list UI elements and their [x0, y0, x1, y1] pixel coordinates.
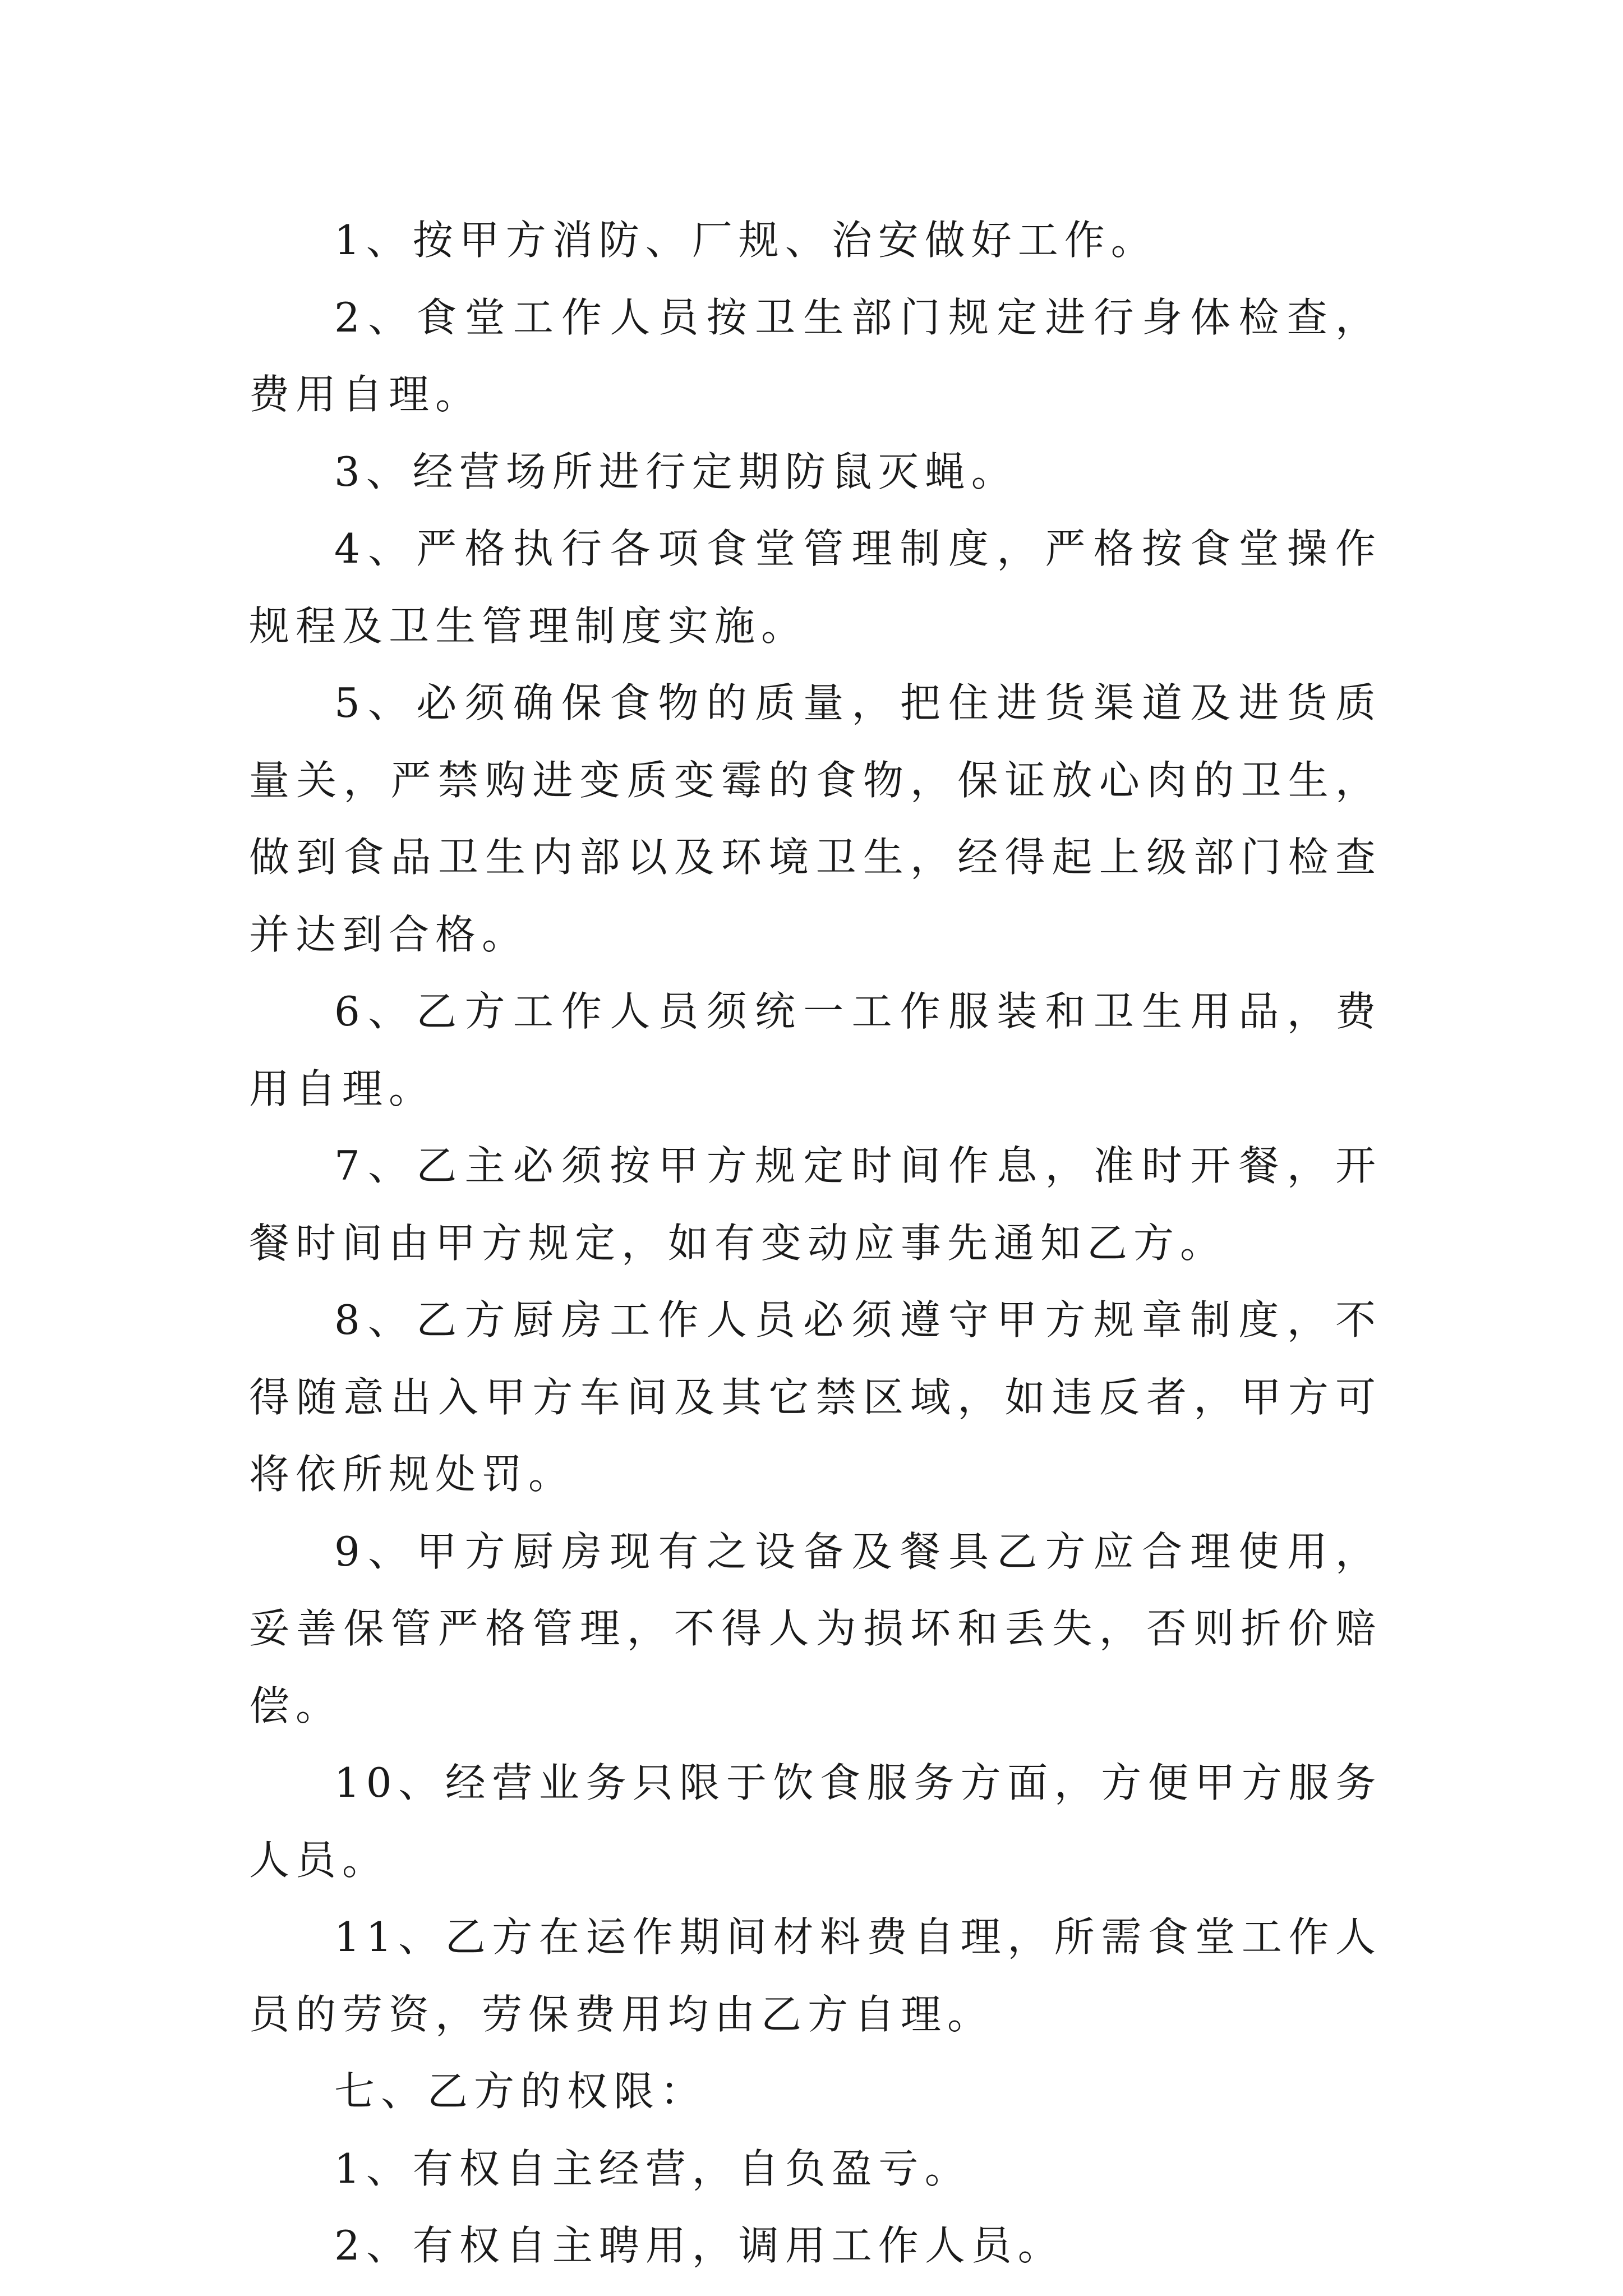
paragraph-2: 2、食堂工作人员按卫生部门规定进行身体检查，费用自理。 — [249, 293, 1382, 418]
section-heading: 七、乙方的权限： — [334, 2068, 707, 2115]
paragraph-1: 1、按甲方消防、厂规、治安做好工作。 — [334, 217, 1158, 264]
paragraph-12: 1、有权自主经营，自负盈亏。 — [334, 2145, 971, 2192]
paragraph-9: 9、甲方厨房现有之设备及餐具乙方应合理使用，妥善保管严格管理，不得人为损坏和丢失，否则折价赔偿。 — [249, 1527, 1382, 1729]
document-body — [249, 202, 1382, 2285]
paragraph-13: 2、有权自主聘用，调用工作人员。 — [334, 2222, 1064, 2269]
paragraph-5: 5、必须确保食物的质量，把住进货渠道及进货质量关，严禁购进变质变霉的食物，保证放心肉的卫生，做到食品卫生内部以及环境卫生，经得起上级部门检查并达到合格。 — [249, 679, 1382, 958]
paragraph-8: 8、乙方厨房工作人员必须遵守甲方规章制度，不得随意出入甲方车间及其它禁区域，如违反者，甲方可将依所规处罚。 — [249, 1296, 1382, 1498]
paragraph-11: 11、乙方在运作期间材料费自理，所需食堂工作人员的劳资，劳保费用均由乙方自理。 — [249, 1913, 1382, 2038]
paragraph-7: 7、乙主必须按甲方规定时间作息，准时开餐，开餐时间由甲方规定，如有变动应事先通知乙方。 — [249, 1142, 1382, 1267]
paragraph-4: 4、严格执行各项食堂管理制度，严格按食堂操作规程及卫生管理制度实施。 — [249, 525, 1382, 650]
paragraph-3: 3、经营场所进行定期防鼠灭蝇。 — [334, 448, 1018, 495]
paragraph-10: 10、经营业务只限于饮食服务方面，方便甲方服务人员。 — [249, 1759, 1382, 1884]
paragraph-6: 6、乙方工作人员须统一工作服装和卫生用品，费用自理。 — [249, 988, 1382, 1112]
